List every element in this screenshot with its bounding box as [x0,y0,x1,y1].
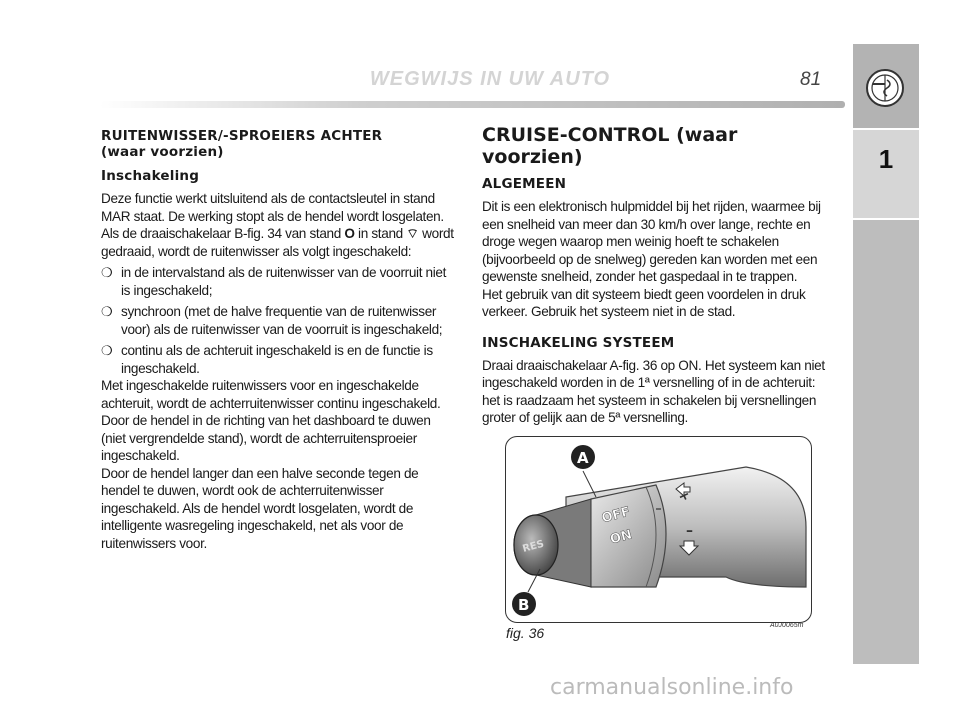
subheading-inschakeling: Inschakeling [101,168,200,184]
res-label: RES [521,538,546,555]
brand-logo-icon [865,68,905,108]
off-label: OFF [600,504,632,527]
callout-b-label: B [518,596,530,614]
bullet-icon: ❍ [101,343,113,358]
section-heading-rear-wiper-note: (waar voorzien) [101,144,224,160]
paragraph-switch [101,225,456,260]
callout-a-label: A [577,449,589,467]
running-header-title: WEGWIJS IN UW AUTO [369,68,611,90]
list-item-text: synchroon (met de halve frequentie van de ruitenwisser voor) als de ruitenwisser van de voorruit is ingeschakeld; [121,304,443,337]
off-position-icon: O [344,226,355,241]
list-item [101,342,456,377]
paragraph: Dit is een elektronisch hulpmiddel bij het rijden, waarmee bij een snelheid van meer dan 30 km/h over lange, rechte en droge wegen waarop men weinig hoeft te schakelen (bijvoorbeeld op de snelweg) gereden kan worden met een gewenste snelheid, zonder het gaspedaal in te trappen. [482,199,821,284]
subheading-algemeen: ALGEMEEN [482,176,567,192]
figure-code: A0J0065m [770,622,804,629]
on-label: ON [608,527,634,548]
watermark: carmanualsonline.info [550,675,794,700]
bullet-icon: ❍ [101,265,113,280]
section-heading-rear-wiper: RUITENWISSER/-SPROEIERS ACHTER [101,128,383,144]
bullet-list [101,264,456,377]
lever-illustration [506,437,811,622]
right-column [482,124,834,427]
paragraph: Draai draaischakelaar A-fig. 36 op ON. Het systeem kan niet ingeschakeld worden in de 1ª versnelling of in de achteruit: het is raadzaam het systeem in schakelen bij versnellingen groter of gelijk aan de 5ª versnelling. [482,357,825,425]
header-rule [100,101,845,108]
paragraph: Het gebruik van dit systeem biedt geen voordelen in druk verkeer. Gebruik het systeem niet in de stad. [482,286,806,319]
left-column [101,128,456,552]
list-item [101,303,456,338]
figure-caption: fig. 36 [506,625,545,641]
chapter-number: 1 [878,144,894,174]
bullet-icon: ❍ [101,304,113,319]
paragraph-text: wordt gedraaid, wordt de ruitenwisser als volgt ingeschakeld: [101,226,454,259]
paragraph-text: Als de draaischakelaar B-fig. 34 van stand [101,226,345,241]
subheading-inschakeling-systeem: INSCHAKELING SYSTEEM [482,334,675,351]
section-heading-cruise-control: CRUISE-CONTROL (waar voorzien) [482,124,738,168]
figure-cruise-control-lever [505,436,812,623]
chapter-side-tab [853,44,919,664]
paragraph-text: in stand [354,226,407,241]
page-number: 81 [800,69,822,90]
rear-wiper-icon: ⌔ [406,226,419,241]
paragraph: Door de hendel langer dan een halve seconde tegen de hendel te duwen, wordt ook de achterruitenwisser ingeschakeld. Als de hendel wordt losgelaten, wordt de intelligente wasregeling ingeschakeld, net als voor de ruitenwissers voor. [101,465,419,551]
paragraph: Met ingeschakelde ruitenwissers voor en ingeschakelde achteruit, wordt de achterruitenwisser continu ingeschakeld. Door de hendel in de richting van het dashboard te duwen (niet vergrendelde stand), wordt de achterruitensproeier ingeschakeld. [101,378,441,463]
list-item-text: continu als de achteruit ingeschakeld is en de functie is ingeschakeld. [121,343,433,376]
minus-label: – [686,523,693,539]
list-item-text: in de intervalstand als de ruitenwisser van de voorruit niet is ingeschakeld; [121,265,447,298]
list-item [101,264,456,299]
paragraph: Deze functie werkt uitsluitend als de contactsleutel in stand MAR staat. De werking stopt als de hendel wordt losgelaten. [101,191,444,224]
